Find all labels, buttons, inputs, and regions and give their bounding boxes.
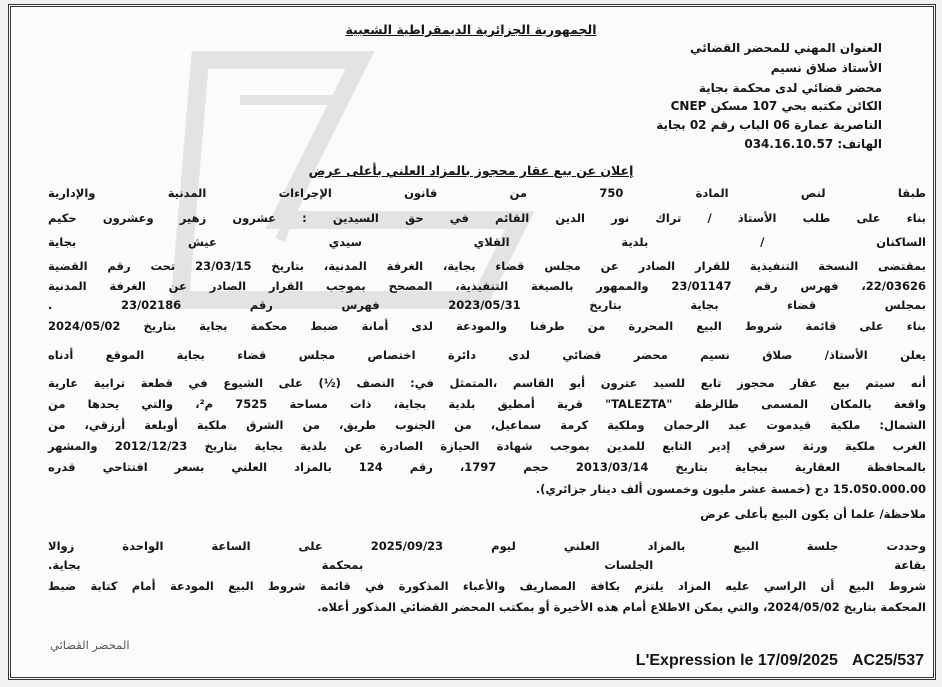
body-line: يعلن الأستاذ/ صلاق نسيم محضر قضائي لدى دائرة اختصاص مجلس قضاء بجاية الموقع أدناه — [48, 348, 926, 362]
publication-footer — [616, 652, 930, 670]
body-line: بالمحافظة العقارية ببجاية بتاريخ 2013/03/14 حجم 1797، رقم 124 بالمزاد العلني بسعر افتتاحي قدره — [48, 460, 927, 474]
body-line: بمقتضى النسخة التنفيذية للقرار الصادر عن مجلس قضاء بجاية، الغرفة المدنية، بتاريخ 23/03/15 تحت رقم القضية — [48, 259, 927, 273]
body-line: واقعة بالمكان المسمى طالزطة "TALEZTA" قرية أمطيق بلدية بجاية، ذات مساحة 7525 م²، والتي يحدها من — [48, 397, 926, 411]
office-line: محضر قضائي لدى محكمة بجاية — [698, 81, 882, 95]
body-line: الغرب ملكية ورثة سرقي إدير التابع للمدين بموجب شهادة الحيازة الصادرة عن بلدية بجاية بتاريخ 2012/12/23 والمشهر — [48, 439, 926, 453]
session-line: المحكمة بتاريخ 2024/05/02، والتي يمكن الاطلاع أمام هذه الأخيرة أو بمكتب المحضر القضائي المذكور أعلاه. — [317, 600, 926, 614]
publication-date: L'Expression le 17/09/2025 — [635, 652, 838, 669]
body-line: أنه سيتم بيع عقار محجوز تابع للسيد عترون أبو القاسم ،المتمثل في: النصف (½) على الشيوع في قطعة ترابية عارية — [48, 376, 926, 390]
office-phone: الهاتف: 034.16.10.57 — [744, 137, 882, 151]
body-line: الساكنان / بلدية القلاي سيدي عيش بجاية — [48, 235, 926, 249]
session-line: وحددت جلسة البيع بالمزاد العلني ليوم 2025/09/23 على الساعة الواحدة زوالا — [48, 539, 926, 553]
body-line: بناء على قائمة شروط البيع المحررة من طرفنا والمودعة لدى أمانة ضبط محكمة بجاية بتاريخ 2024/05/02 — [48, 319, 926, 333]
office-line: الكائن مكتبه بحي 107 مسكن CNEP — [670, 99, 882, 113]
session-line: بقاعة الجلسات بمحكمة بجاية. — [48, 558, 926, 572]
body-line: الشمال: ملكية قيدموت عبد الرحمان وملكية كرمة سماعيل، من الجنوب طريق، من الشرق ملكية أوبلعة أرزقي، من — [48, 418, 926, 432]
body-line: 15.050.000.00 دج (خمسة عشر مليون وخمسون ألف دينار جزائري). — [535, 482, 926, 496]
reference-code: AC25/537 — [851, 652, 924, 669]
office-line: العنوان المهني للمحضر القضائي — [690, 41, 882, 55]
body-line: بناء على طلب الأستاذ / تراك نور الدين القائم في حق السيدين : عشرون زهير وعشرون حكيم — [48, 211, 926, 225]
republic-header: الجمهورية الجزائرية الديمقراطية الشعبية — [345, 22, 597, 37]
session-line: شروط البيع أن الراسي عليه المزاد يلتزم بكافة المصاريف والأعباء المذكورة في قائمة شروط البيع المودعة أمام كتابة ضبط — [48, 579, 926, 593]
body-line: طبقا لنص المادة 750 من قانون الإجراءات المدنية والإدارية — [48, 186, 926, 200]
signature: المحضر القضائي — [50, 638, 130, 652]
notice-title: إعلان عن بيع عقار محجوز بالمزاد العلني بأعلى عرض — [308, 163, 634, 178]
body-line: بمجلس قضاء بجاية بتاريخ 2023/05/31 فهرس رقم 23/02186 . — [48, 298, 927, 312]
office-line: الأستاذ صلاق نسيم — [770, 61, 882, 75]
office-line: الناصرية عمارة 06 الباب رقم 02 بجاية — [656, 118, 882, 132]
body-line: 22/03626، فهرس رقم 23/01147 والممهور بالصيغة التنفيذية، المصحح بموجب القرار الصادر عن الغرفة المدنية — [48, 279, 926, 293]
note-line: ملاحظة/ علما أن يكون البيع بأعلى عرض — [700, 507, 926, 521]
